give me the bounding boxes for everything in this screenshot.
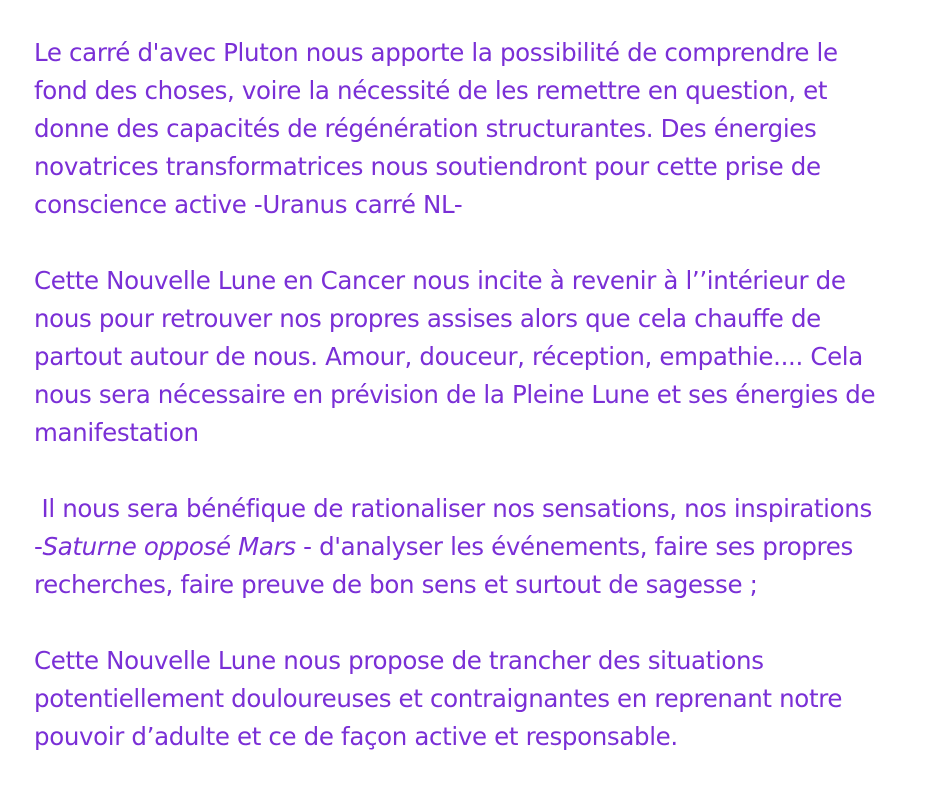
text-line: Le carré d'avec Pluton nous apporte la possibilité de comprendre le xyxy=(34,38,838,67)
text-line: conscience active -Uranus carré NL- xyxy=(34,190,463,219)
paragraph-saturne xyxy=(34,490,940,604)
text-line: fond des choses, voire la nécessité de les remettre en question, et xyxy=(34,76,828,105)
text-line: novatrices transformatrices nous soutiendront pour cette prise de xyxy=(34,152,821,181)
text-line: recherches, faire preuve de bon sens et surtout de sagesse ; xyxy=(34,570,758,599)
paragraph-cancer xyxy=(34,262,940,452)
paragraph-trancher xyxy=(34,642,940,756)
text-line: manifestation xyxy=(34,418,199,447)
text-line: nous sera nécessaire en prévision de la Pleine Lune et ses énergies de xyxy=(34,380,876,409)
text-line: potentiellement douloureuses et contraignantes en reprenant notre xyxy=(34,684,843,713)
line-suffix: - d'analyser les événements, faire ses propres xyxy=(295,532,853,561)
text-line-mixed xyxy=(34,528,940,566)
text-line: Cette Nouvelle Lune en Cancer nous incite à revenir à l’’intérieur de xyxy=(34,266,846,295)
article-body xyxy=(34,34,940,756)
text-line: Il nous sera bénéfique de rationaliser nos sensations, nos inspirations xyxy=(34,494,872,523)
text-line: pouvoir d’adulte et ce de façon active et responsable. xyxy=(34,722,678,751)
text-line: Cette Nouvelle Lune nous propose de trancher des situations xyxy=(34,646,764,675)
paragraph-pluton xyxy=(34,34,940,224)
text-line: donne des capacités de régénération structurantes. Des énergies xyxy=(34,114,817,143)
text-line: nous pour retrouver nos propres assises alors que cela chauffe de xyxy=(34,304,821,333)
text-line: partout autour de nous. Amour, douceur, réception, empathie.... Cela xyxy=(34,342,863,371)
dash-prefix: - xyxy=(34,532,43,561)
italic-aspect: Saturne opposé Mars xyxy=(42,532,296,561)
